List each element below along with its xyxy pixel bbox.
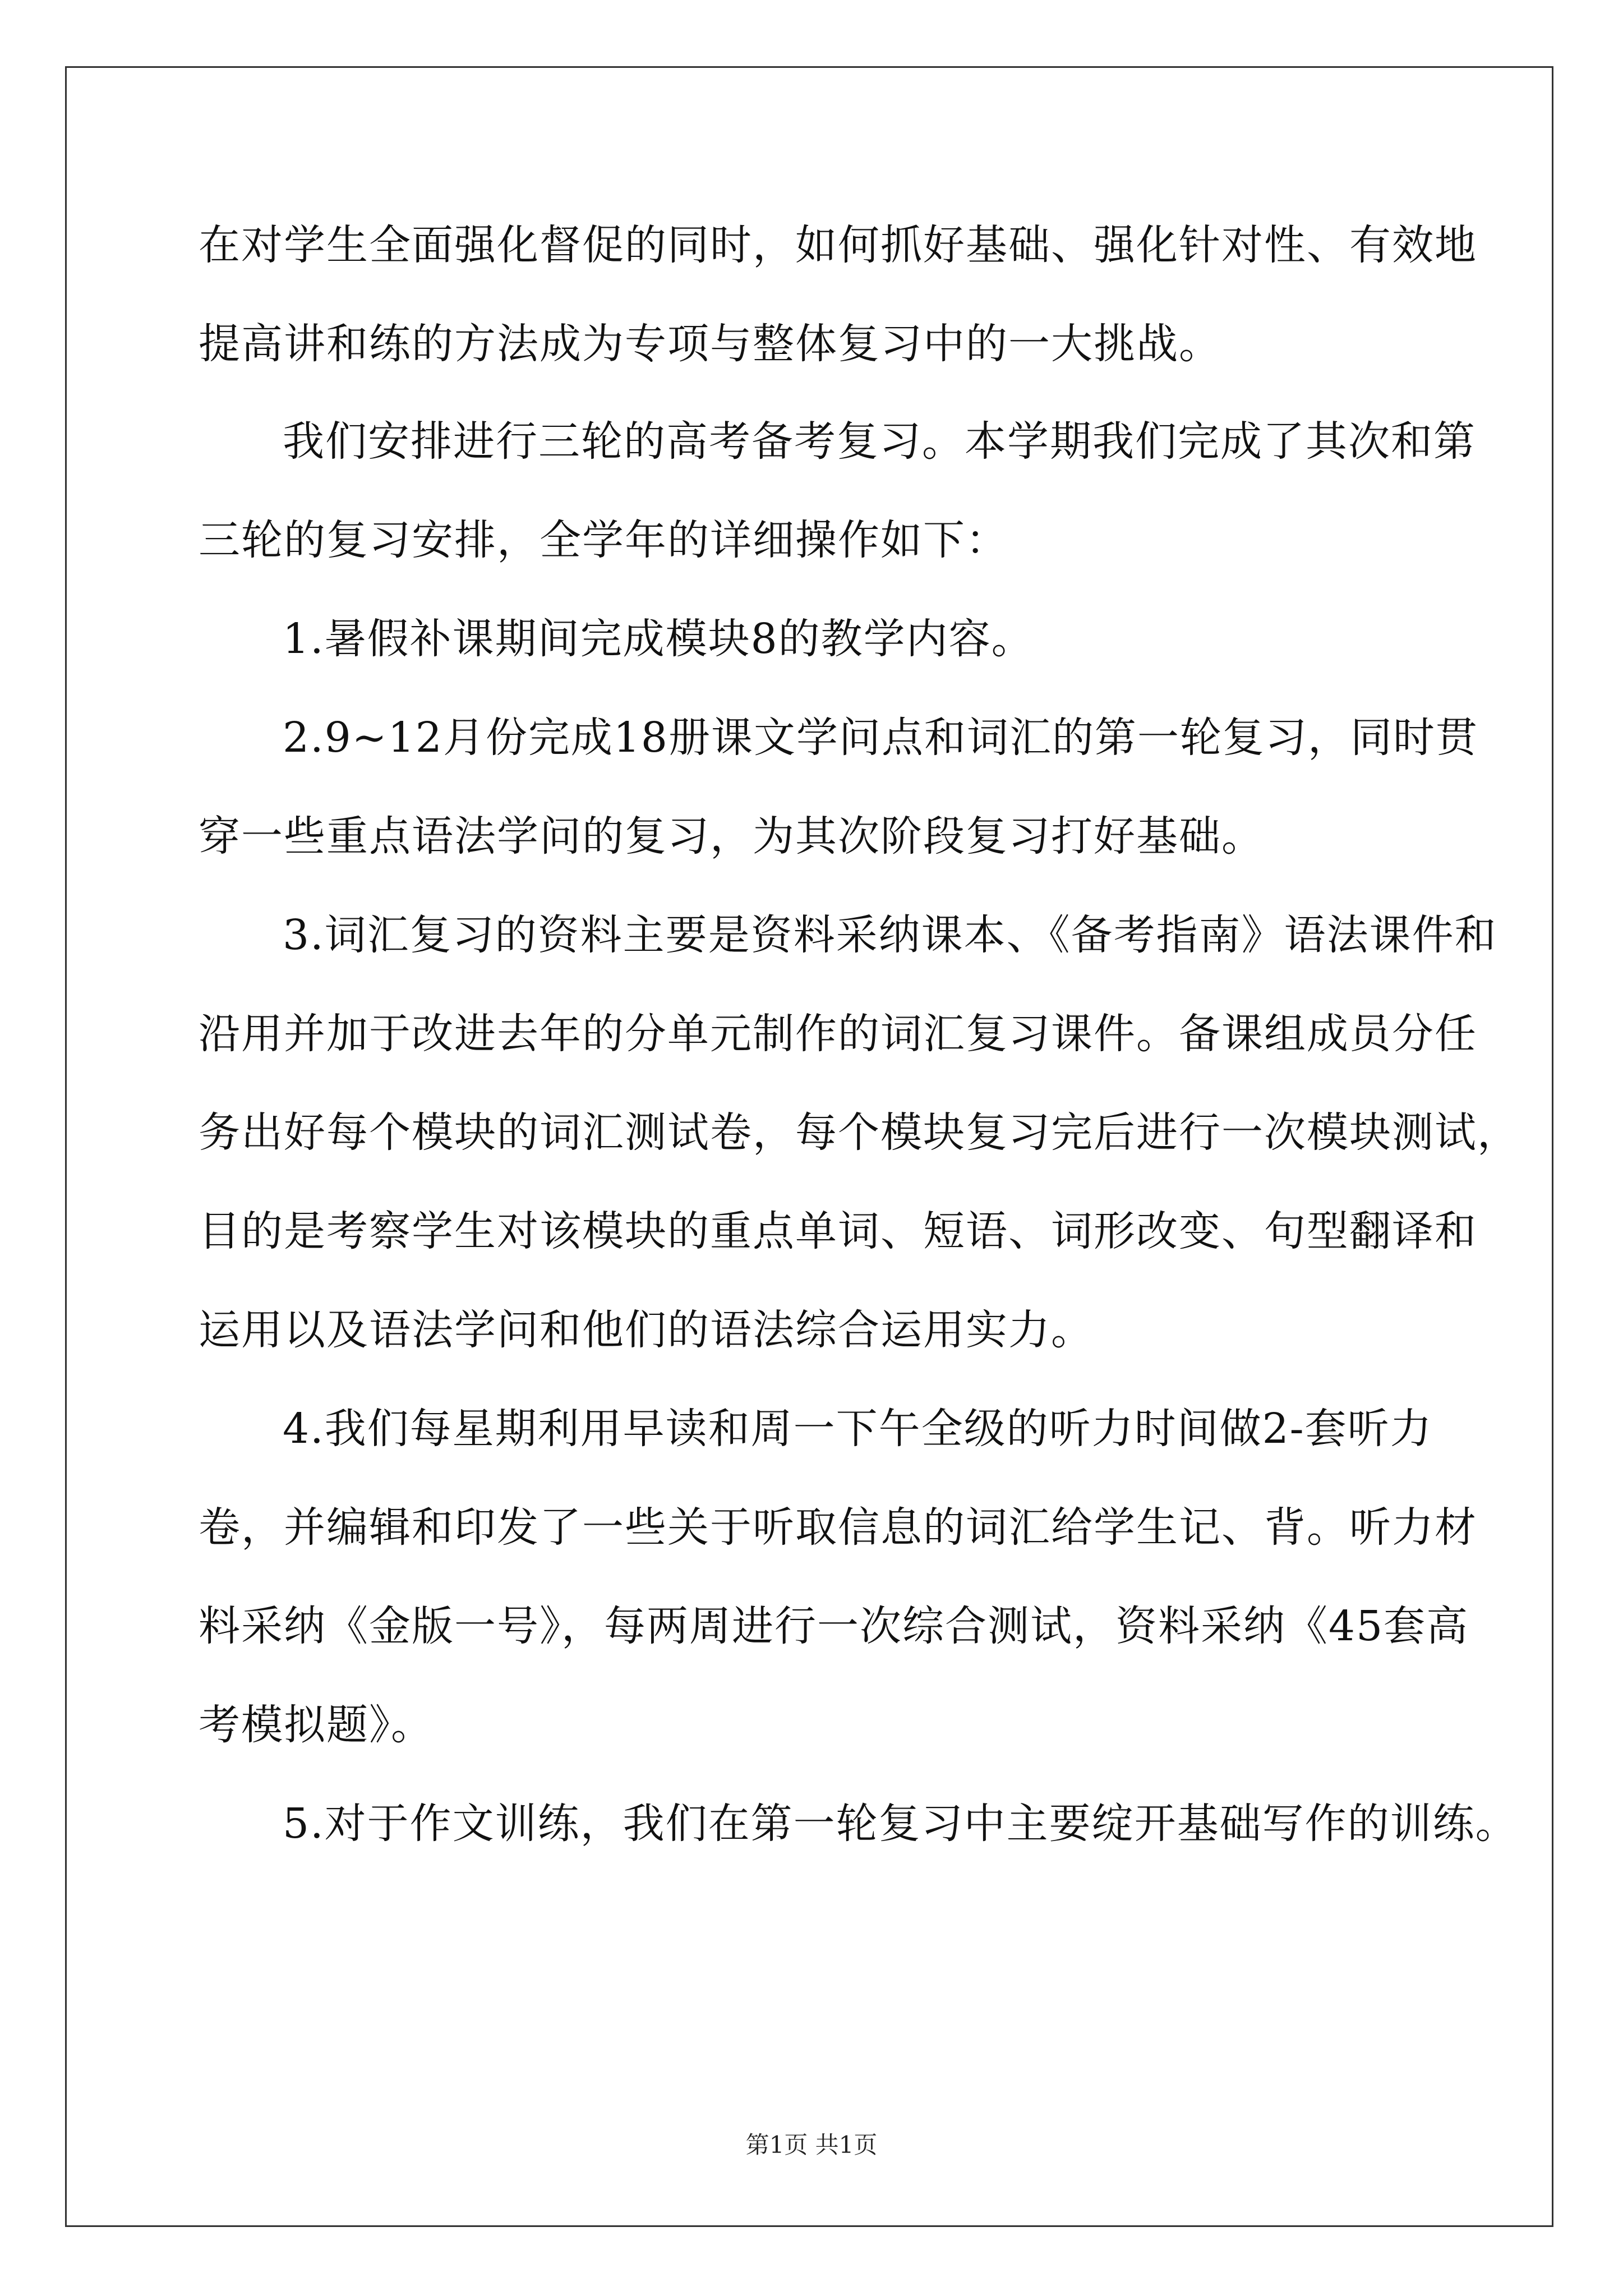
text-line: 3.词汇复习的资料主要是资料采纳课本、《备考指南》语法课件和 [283, 911, 1497, 959]
text-line: 三轮的复习安排，全学年的详细操作如下： [199, 516, 1008, 564]
text-line: 提高讲和练的方法成为专项与整体复习中的一大挑战。 [199, 320, 1221, 368]
text-line: 运用以及语法学问和他们的语法综合运用实力。 [199, 1306, 1094, 1354]
text-line: 穿一些重点语法学问的复习，为其次阶段复习打好基础。 [199, 812, 1264, 861]
text-line: 务出好每个模块的词汇测试卷，每个模块复习完后进行一次模块测试， [199, 1108, 1520, 1157]
text-line: 卷，并编辑和印发了一些关于听取信息的词汇给学生记、背。听力材 [199, 1503, 1477, 1552]
text-line: 我们安排进行三轮的高考备考复习。本学期我们完成了其次和第 [283, 417, 1476, 466]
text-line: 考模拟题》。 [199, 1701, 434, 1749]
text-line: 料采纳《金版一号》，每两周进行一次综合测试，资料采纳《45套高 [199, 1602, 1469, 1650]
text-line: 5.对于作文训练，我们在第一轮复习中主要绽开基础写作的训练。 [283, 1800, 1518, 1848]
text-line: 2.9~12月份完成18册课文学问点和词汇的第一轮复习，同时贯 [283, 714, 1479, 762]
text-line: 目的是考察学生对该模块的重点单词、短语、词形改变、句型翻译和 [199, 1207, 1477, 1255]
text-line: 1.暑假补课期间完成模块8的教学内容。 [283, 615, 1034, 663]
text-line: 沿用并加于改进去年的分单元制作的词汇复习课件。备课组成员分任 [199, 1010, 1477, 1058]
page-footer: 第1页 共1页 [745, 2131, 878, 2159]
text-line: 4.我们每星期利用早读和周一下午全级的听力时间做2-套听力 [283, 1405, 1433, 1453]
text-line: 在对学生全面强化督促的同时，如何抓好基础、强化针对性、有效地 [199, 221, 1477, 269]
